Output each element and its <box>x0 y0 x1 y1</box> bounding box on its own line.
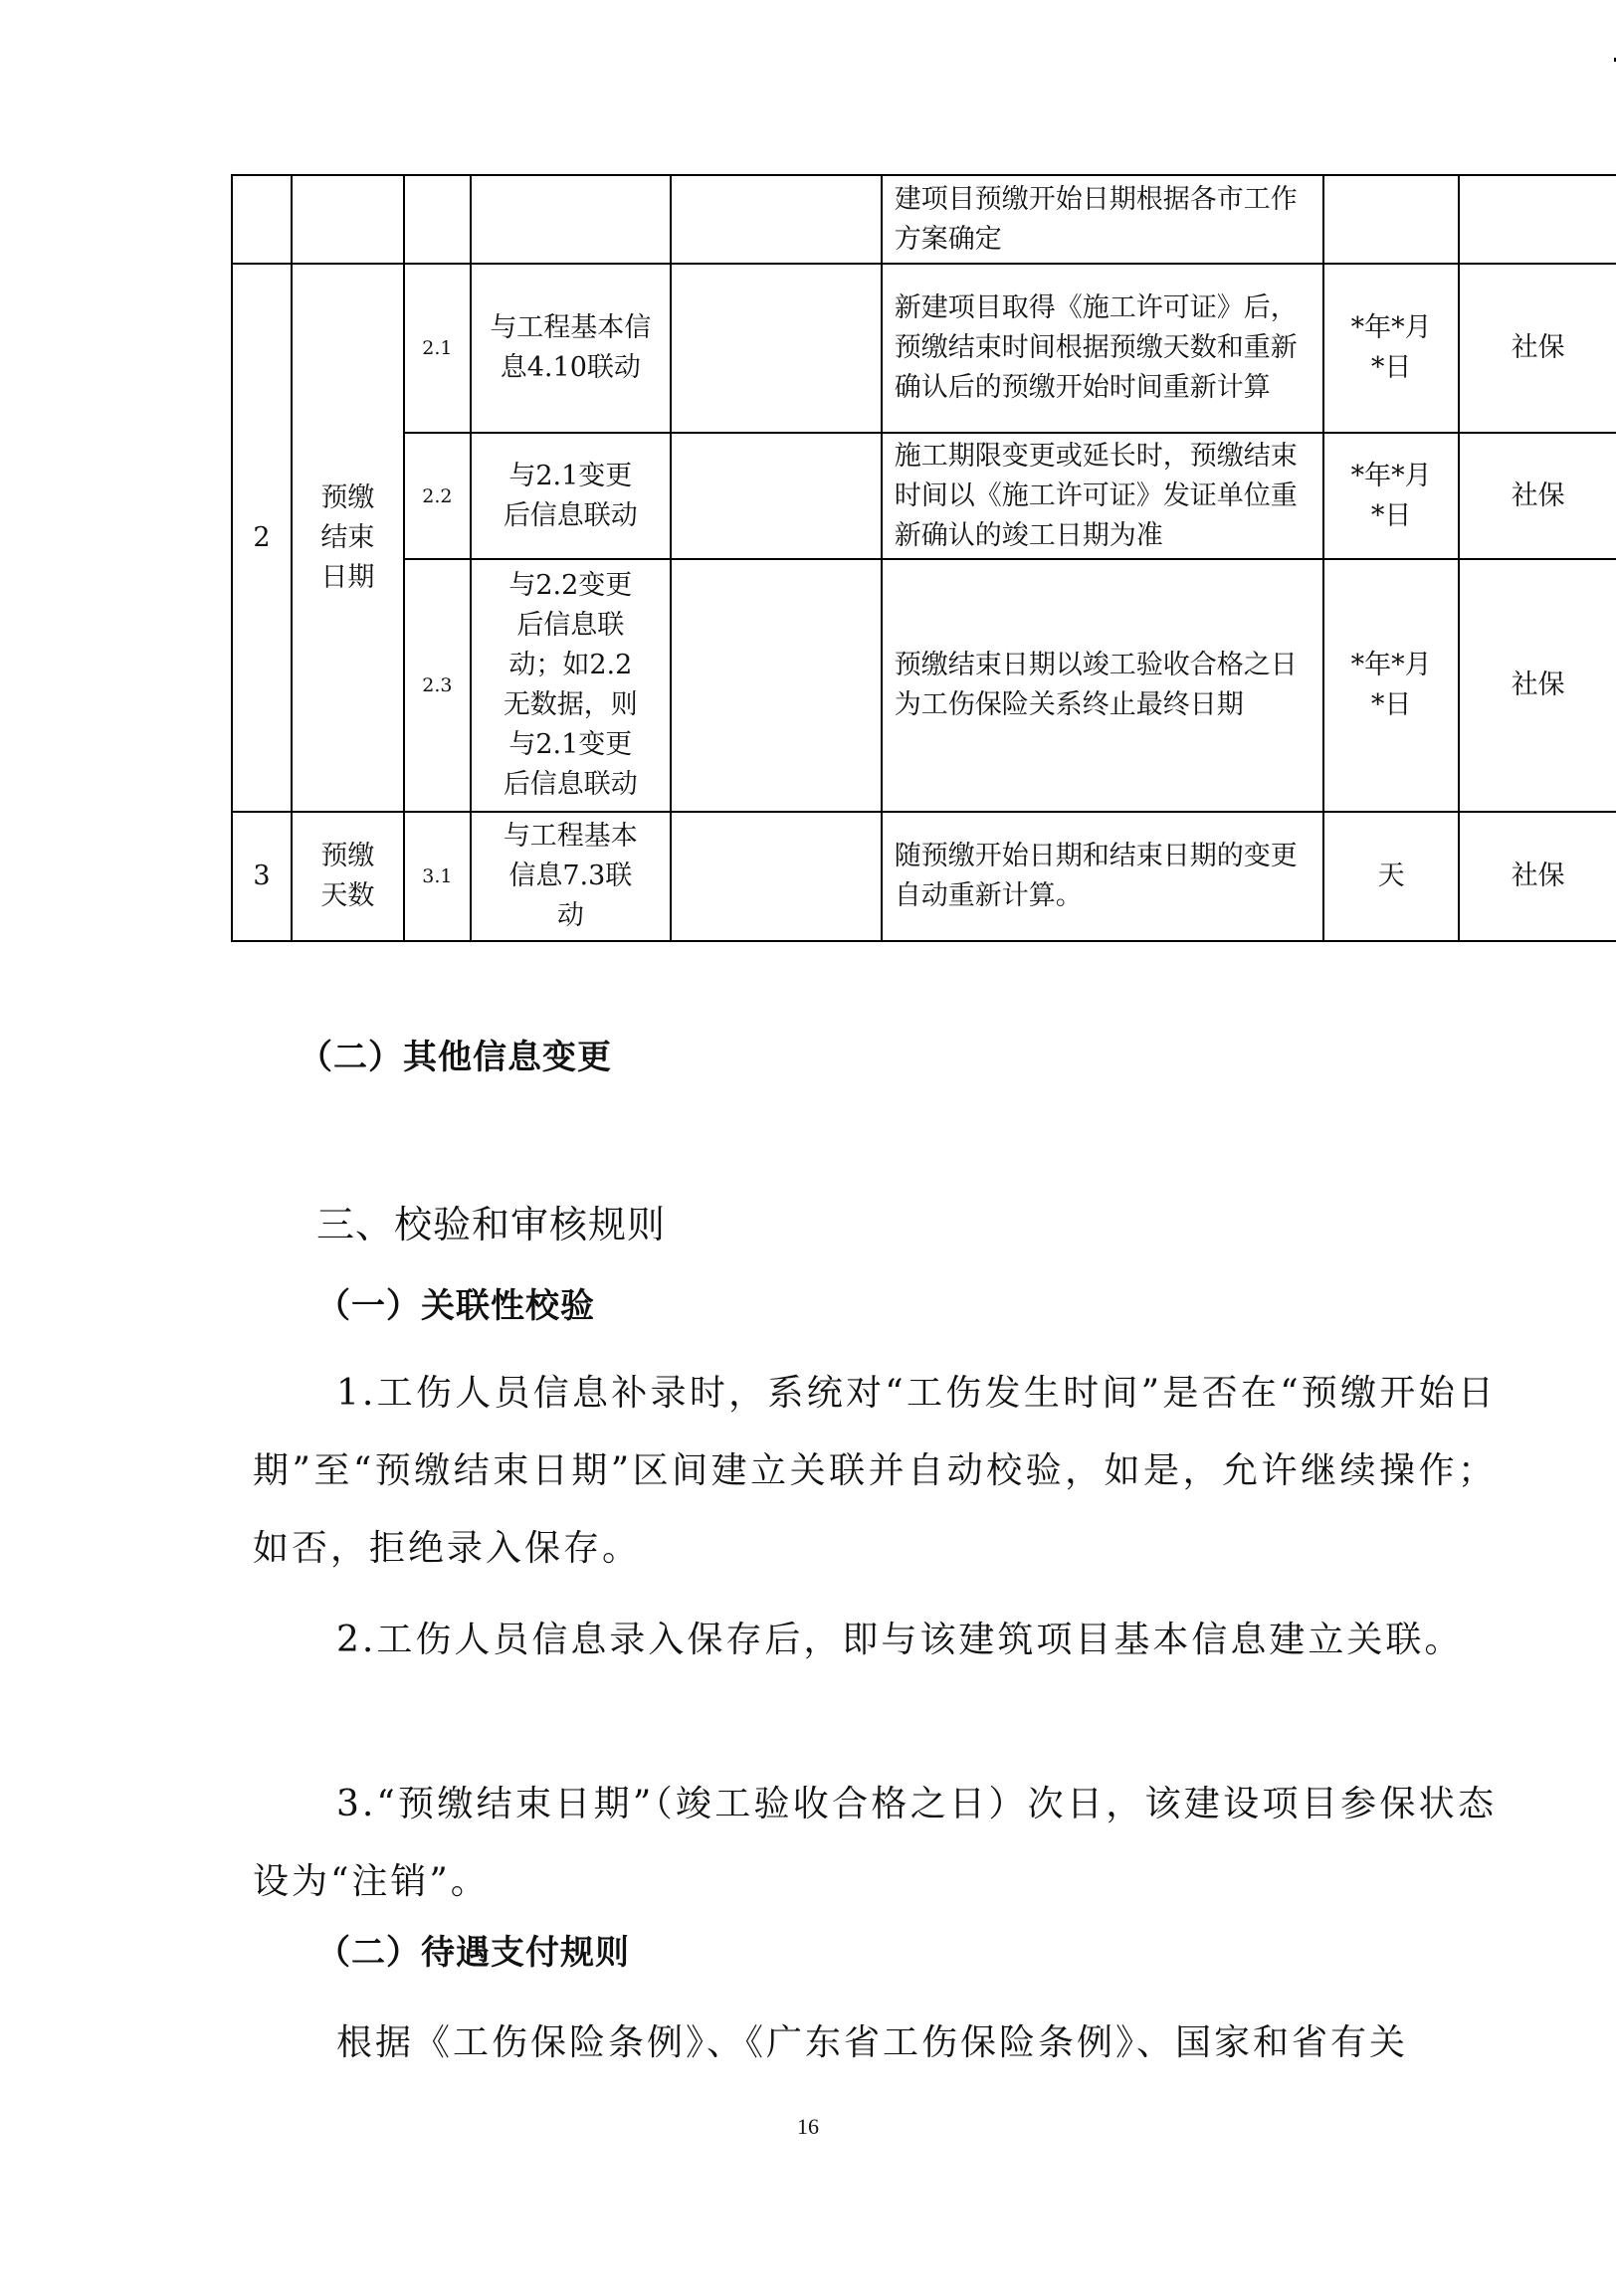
row-number: 2 <box>232 264 292 812</box>
department: 社保 <box>1459 559 1616 812</box>
format: *年*月*日 <box>1323 559 1459 812</box>
section-heading-benefits: （二）待遇支付规则 <box>316 1933 630 1973</box>
table-row <box>232 264 1616 433</box>
linkage-rule: 与2.2变更后信息联动；如2.2无数据，则与2.1变更后信息联动 <box>471 559 671 812</box>
linkage-rule: 与工程基本信息4.10联动 <box>471 264 671 433</box>
department: 社保 <box>1459 812 1616 941</box>
format: *年*月*日 <box>1323 264 1459 433</box>
format: 天 <box>1323 812 1459 941</box>
field-change-table <box>231 174 1616 942</box>
paragraph-1: 1.工伤人员信息补录时，系统对“工伤发生时间”是否在“预缴开始日期”至“预缴结束日期”区间建立关联并自动校验，如是，允许继续操作；如否，拒绝录入保存。 <box>253 1373 1497 1569</box>
description-text: 建项目预缴开始日期根据各市工作方案确定 <box>894 183 1298 255</box>
sub-number <box>404 175 471 264</box>
blank-cell <box>672 265 883 432</box>
paragraph-4: 根据《工伤保险条例》、《广东省工伤保险条例》、国家和省有关 <box>336 2022 1409 2063</box>
table-row <box>232 433 1616 559</box>
table-row <box>232 175 1616 264</box>
department: 社保 <box>1459 264 1616 433</box>
description <box>671 175 1323 264</box>
blank-cell <box>672 434 883 558</box>
format <box>1323 175 1459 264</box>
row-number <box>232 175 292 264</box>
paragraph-2: 2.工伤人员信息录入保存后，即与该建筑项目基本信息建立关联。 <box>336 1620 1464 1660</box>
paragraph-3: 3.“预缴结束日期”（竣工验收合格之日）次日，该建设项目参保状态设为“注销”。 <box>253 1784 1497 1902</box>
description <box>671 559 1323 812</box>
sub-number: 3.1 <box>404 812 471 941</box>
sub-number: 2.1 <box>404 264 471 433</box>
description-text: 预缴结束日期以竣工验收合格之日为工伤保险关系终止最终日期 <box>894 650 1298 720</box>
row-number: 3 <box>232 812 292 941</box>
field-name: 预缴结束日期 <box>292 264 404 812</box>
sub-number: 2.3 <box>404 559 471 812</box>
field-name: 预缴天数 <box>292 812 404 941</box>
section-heading-other-changes: （二）其他信息变更 <box>299 1038 612 1077</box>
description <box>671 264 1323 433</box>
sub-number: 2.2 <box>404 433 471 559</box>
description-text: 随预缴开始日期和结束日期的变更自动重新计算。 <box>894 841 1298 911</box>
blank-cell <box>672 176 883 263</box>
linkage-rule: 与工程基本信息7.3联动 <box>471 812 671 941</box>
format: *年*月*日 <box>1323 433 1459 559</box>
table-row <box>232 559 1616 812</box>
description-text: 施工期限变更或延长时，预缴结束时间以《施工许可证》发证单位重新确认的竣工日期为准 <box>894 440 1298 551</box>
description-text: 新建项目取得《施工许可证》后，预缴结束时间根据预缴天数和重新确认后的预缴开始时间重新计算 <box>894 292 1298 403</box>
department: 社保 <box>1459 433 1616 559</box>
linkage-rule: 与2.1变更后信息联动 <box>471 433 671 559</box>
description <box>671 812 1323 941</box>
section-heading-correlation: （一）关联性校验 <box>316 1286 595 1326</box>
blank-cell <box>672 813 883 940</box>
chapter-heading-validation: 三、校验和审核规则 <box>316 1203 667 1246</box>
table-row <box>232 812 1616 941</box>
field-name <box>292 175 404 264</box>
page-number: 16 <box>797 2114 819 2139</box>
linkage-rule <box>471 175 671 264</box>
description <box>671 433 1323 559</box>
department <box>1459 175 1616 264</box>
blank-cell <box>672 560 883 811</box>
